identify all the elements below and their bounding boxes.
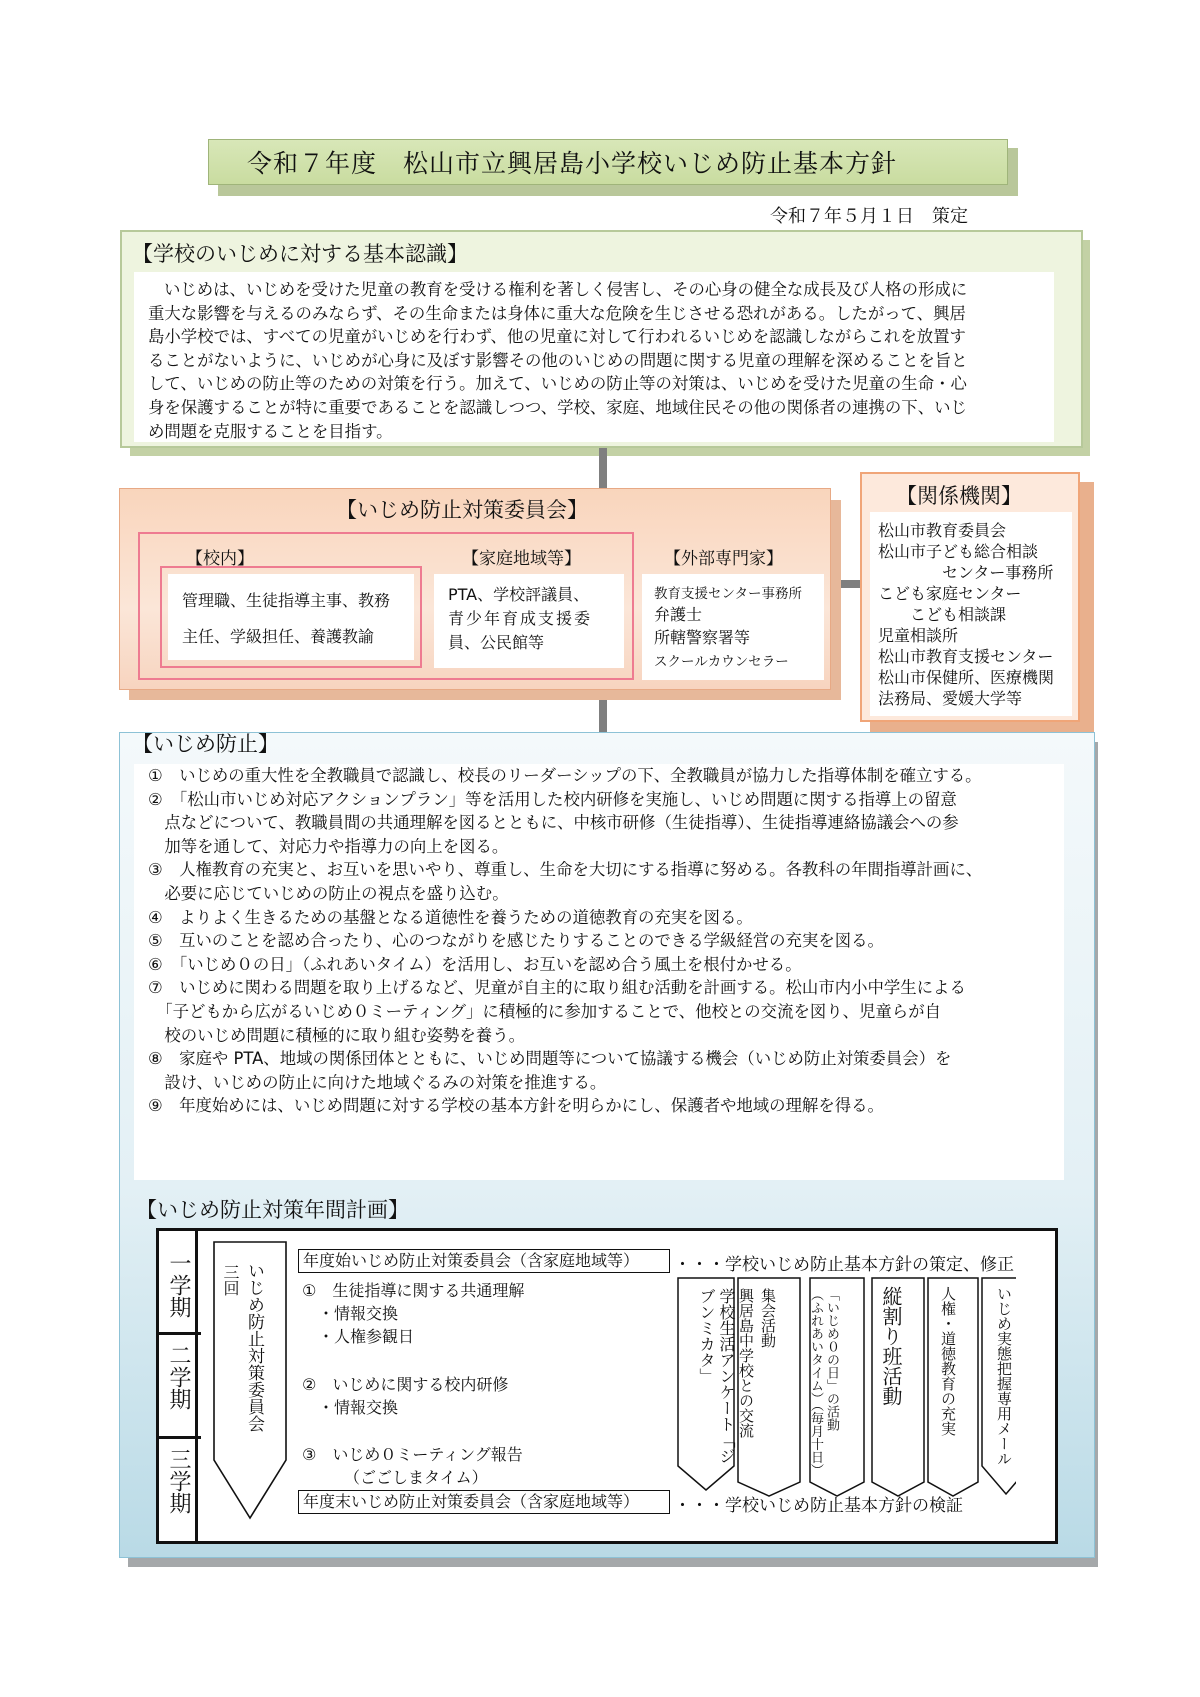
prevention-body [134, 764, 1064, 1180]
agency-item: 松山市保健所、医療機関 [878, 668, 1055, 687]
term-divider [156, 1332, 201, 1335]
agency-item: 松山市子ども総合相談 [878, 542, 1039, 561]
plan-item: ① 生徒指導に関する共通理解 [302, 1281, 525, 1300]
school-members-line: 主任、学級担任、養護教諭 [182, 627, 375, 646]
basic-heading: 【学校のいじめに対する基本認識】 [132, 242, 468, 266]
agency-item: 松山市教育支援センター [878, 647, 1054, 666]
prevention-line: ⑤ 互いのことを認め合ったり、心のつながりを感じたりすることのできる学級経営の充実を図る。 [148, 931, 884, 951]
committee-arrow-label: いじめ防止対策委員会 [244, 1262, 264, 1432]
end-meeting-box: 年度末いじめ防止対策委員会（含家庭地域等） [298, 1490, 670, 1514]
community-members-line: 員、公民館等 [448, 633, 545, 652]
community-members [434, 574, 624, 668]
prevention-line: ③ 人権教育の充実と、お互いを思いやり、尊重し、生命を大切にする指導に努める。各教科の年間指導計画に、 [148, 860, 983, 880]
activity-survey: 学校生活アンケート「ジブンミカタ」 [697, 1288, 736, 1464]
community-members-line: PTA、学校評議員、 [448, 585, 590, 604]
basic-line: 重大な影響を与えるのみならず、その生命または身体に重大な危険を生じさせる恐れがある。したがって、興居 [148, 303, 966, 323]
prevention-line: 加等を通して、対応力や指導力の向上を図る。 [148, 836, 509, 856]
basic-line: いじめは、いじめを受けた児童の教育を受ける権利を著しく侵害し、その心身の健全な成長及び人格の形成に [164, 280, 968, 299]
term-1: 一学期 [166, 1252, 191, 1318]
activity-fureai-time: （ふれあいタイム）（毎月十日） [808, 1288, 823, 1477]
prevention-line: ② 「松山市いじめ対応アクションプラン」等を活用した校内研修を実施し、いじめ問題に関する指導上の留意 [148, 789, 957, 809]
connector-vertical-top [599, 448, 607, 490]
external-members-line: スクールカウンセラー [654, 654, 789, 670]
agencies-heading: 【関係機関】 [896, 484, 1022, 508]
prevention-line: ⑨ 年度始めには、いじめ問題に対する学校の基本方針を明らかにし、保護者や地域の理解を得る。 [148, 1096, 884, 1116]
term-divider [156, 1436, 201, 1439]
committee-arrow-count: 三回 [221, 1264, 240, 1296]
prevention-heading: 【いじめ防止】 [132, 732, 279, 756]
agency-item: 児童相談所 [878, 626, 959, 645]
agency-item: 法務局、愛媛大学等 [878, 689, 1023, 708]
activity-ijime-zero-day: 「いじめ０の日」の活動 [824, 1288, 839, 1431]
community-label: 【家庭地域等】 [462, 549, 581, 569]
prevention-line: 「子どもから広がるいじめ０ミーティング」に積極的に参加することで、他校との交流を図り、児童らが自 [148, 1001, 941, 1021]
activity-exchange: 興居島中学校との交流 [737, 1288, 755, 1438]
activity-survey-mail: いじめ実態把握専用メール [995, 1286, 1013, 1466]
plan-item: （ごごしまタイム） [344, 1468, 488, 1487]
agency-item: こども相談課 [910, 605, 1007, 624]
agencies-list [870, 512, 1072, 716]
activity-human-rights: 人権・道徳教育の充実 [939, 1286, 957, 1436]
start-meeting-box: 年度始いじめ防止対策委員会（含家庭地域等） [298, 1249, 670, 1273]
school-members [168, 574, 414, 660]
basic-line: 島小学校では、すべての児童がいじめを行わず、他の児童に対して行われるいじめを認識しながらこれを放置す [148, 327, 966, 347]
basic-line: して、いじめの防止等のための対策を行う。加えて、いじめの防止等の対策は、いじめを受けた児童の生命・心 [148, 374, 967, 394]
prevention-line: ⑥ 「いじめ０の日」（ふれあいタイム）を活用し、お互いを認め合う風土を根付かせる。 [148, 954, 802, 974]
prevention-line: ⑧ 家庭や PTA、地域の関係団体とともに、いじめ問題等について協議する機会（いじめ防止対策委員会）を [148, 1049, 952, 1069]
external-members-line: 所轄警察署等 [654, 628, 751, 647]
prevention-line: ⑦ いじめに関わる問題を取り上げるなど、児童が自主的に取り組む活動を計画する。松山市内小中学生による [148, 978, 966, 998]
basic-body [134, 272, 1054, 442]
plan-item: ・情報交換 [318, 1398, 399, 1417]
prevention-line: 校のいじめ問題に積極的に取り組む姿勢を養う。 [148, 1025, 525, 1045]
external-members [642, 574, 824, 680]
page-title: 令和７年度 松山市立興居島小学校いじめ防止基本方針 [208, 139, 1008, 185]
plan-heading: 【いじめ防止対策年間計画】 [136, 1198, 409, 1222]
school-label: 【校内】 [186, 549, 254, 569]
prevention-line: 点などについて、教職員間の共通理解を図るとともに、中核市研修（生徒指導）、生徒指導連絡協議会への参 [148, 813, 959, 833]
agency-item: こども家庭センター [878, 584, 1022, 603]
prevention-line: 設け、いじめの防止に向けた地域ぐるみの対策を推進する。 [148, 1072, 607, 1092]
term-3: 三学期 [166, 1448, 191, 1514]
plan-item: ・情報交換 [318, 1304, 399, 1323]
plan-item: ③ いじめ０ミーティング報告 [302, 1445, 523, 1464]
activity-vertical-groups: 縦割り班活動 [879, 1286, 903, 1406]
basic-line: ることがないように、いじめが心身に及ぼす影響その他のいじめの問題に関する児童の理解を深めることを旨と [148, 350, 968, 370]
end-meeting-note: ・・・学校いじめ防止基本方針の検証 [674, 1496, 963, 1516]
start-meeting-note: ・・・学校いじめ防止基本方針の策定、修正 [674, 1255, 1014, 1275]
external-members-line: 教育支援センター事務所 [654, 586, 802, 602]
activity-assembly: 集会活動 [759, 1288, 777, 1348]
committee-heading: 【いじめ防止対策委員会】 [336, 498, 588, 522]
prevention-line: ① いじめの重大性を全教職員で認識し、校長のリーダーシップの下、全教職員が協力した指導体制を確立する。 [148, 766, 982, 785]
agency-item: センター事務所 [942, 563, 1054, 582]
external-members-line: 弁護士 [654, 605, 703, 624]
school-members-line: 管理職、生徒指導主事、教務 [182, 591, 391, 610]
date-line: 令和７年５月１日 策定 [770, 206, 968, 227]
basic-line: 身を保護することが特に重要であることを認識しつつ、学校、家庭、地域住民その他の関係者の連携の下、いじ [148, 397, 967, 417]
plan-item: ・人権参観日 [318, 1327, 415, 1346]
community-members-line: 青少年育成支援委 [448, 609, 593, 628]
external-label: 【外部専門家】 [664, 549, 783, 569]
term-2: 二学期 [166, 1344, 191, 1410]
basic-line: め問題を克服することを目指す。 [148, 421, 393, 441]
plan-item: ② いじめに関する校内研修 [302, 1375, 509, 1394]
prevention-line: ④ よりよく生きるための基盤となる道徳性を養うための道徳教育の充実を図る。 [148, 907, 753, 927]
agency-item: 松山市教育委員会 [878, 521, 1007, 540]
prevention-line: 必要に応じていじめの防止の視点を盛り込む。 [148, 883, 509, 903]
